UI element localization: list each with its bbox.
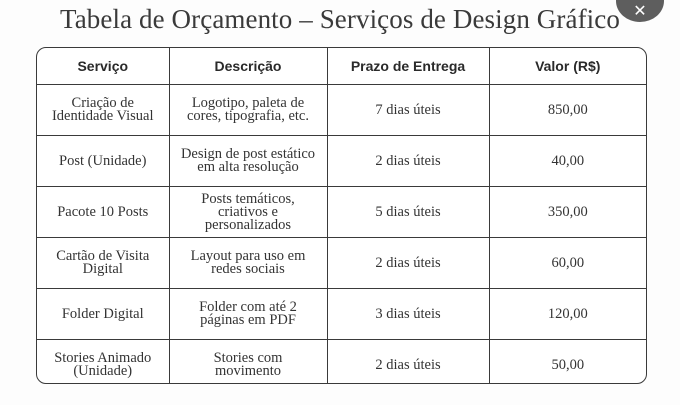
cell-text: 120,00 xyxy=(547,305,588,322)
cell-text: 2 dias úteis xyxy=(375,356,441,373)
cell-servico xyxy=(37,85,169,136)
cell-valor xyxy=(489,136,646,187)
cell-prazo xyxy=(327,340,489,385)
cell-text: Folder Digital xyxy=(61,305,144,322)
cell-servico xyxy=(37,136,169,187)
cell-prazo xyxy=(327,289,489,340)
cell-text: Design de post estático em alta resolução xyxy=(180,146,316,175)
cell-text: 850,00 xyxy=(547,101,588,118)
cell-text: 5 dias úteis xyxy=(375,203,441,220)
header-prazo: Prazo de Entrega xyxy=(327,48,489,85)
cell-prazo xyxy=(327,238,489,289)
cell-descricao xyxy=(169,136,327,187)
cell-text: 50,00 xyxy=(551,356,585,373)
cell-valor xyxy=(489,85,646,136)
cell-valor xyxy=(489,340,646,385)
cell-text: Logotipo, paleta de cores, tipografia, etc. xyxy=(187,95,309,124)
close-button[interactable] xyxy=(616,0,664,22)
cell-text: Folder com até 2 páginas em PDF xyxy=(199,299,297,328)
cell-descricao xyxy=(169,289,327,340)
cell-descricao xyxy=(169,187,327,238)
cell-servico xyxy=(37,238,169,289)
cell-text: Pacote 10 Posts xyxy=(57,203,149,220)
cell-valor xyxy=(489,289,646,340)
table-row xyxy=(37,136,646,187)
cell-text: 40,00 xyxy=(551,152,585,169)
table-row xyxy=(37,85,646,136)
cell-text: 3 dias úteis xyxy=(375,305,441,322)
cell-prazo xyxy=(327,85,489,136)
header-servico: Serviço xyxy=(37,48,169,85)
cell-text: 2 dias úteis xyxy=(375,152,441,169)
cell-valor xyxy=(489,238,646,289)
table-row xyxy=(37,340,646,385)
page-title: Tabela de Orçamento – Serviços de Design Gráfico xyxy=(60,4,620,34)
budget-table xyxy=(36,47,647,384)
cell-servico xyxy=(37,340,169,385)
table-header-row xyxy=(37,48,646,85)
cell-prazo xyxy=(327,187,489,238)
cell-text: 2 dias úteis xyxy=(375,254,441,271)
cell-text: Cartão de Visita Digital xyxy=(56,248,150,277)
cell-text: 350,00 xyxy=(547,203,588,220)
cell-descricao xyxy=(169,238,327,289)
cell-text: 7 dias úteis xyxy=(375,101,441,118)
cell-text: Posts temáticos, criativos e personalizados xyxy=(201,190,295,233)
cell-text: Stories com movimento xyxy=(213,350,283,379)
cell-valor xyxy=(489,187,646,238)
table-row xyxy=(37,289,646,340)
cell-descricao xyxy=(169,85,327,136)
close-icon: ✕ xyxy=(633,1,647,20)
table-row xyxy=(37,238,646,289)
header-descricao: Descrição xyxy=(169,48,327,85)
header-valor: Valor (R$) xyxy=(489,48,646,85)
cell-text: Stories Animado (Unidade) xyxy=(54,350,152,379)
cell-descricao xyxy=(169,340,327,385)
table-row xyxy=(37,187,646,238)
cell-prazo xyxy=(327,136,489,187)
cell-servico xyxy=(37,187,169,238)
cell-text: Layout para uso em redes sociais xyxy=(190,248,306,277)
cell-servico xyxy=(37,289,169,340)
cell-text: Post (Unidade) xyxy=(59,152,147,169)
cell-text: 60,00 xyxy=(551,254,585,271)
cell-text: Criação de Identidade Visual xyxy=(51,95,154,124)
